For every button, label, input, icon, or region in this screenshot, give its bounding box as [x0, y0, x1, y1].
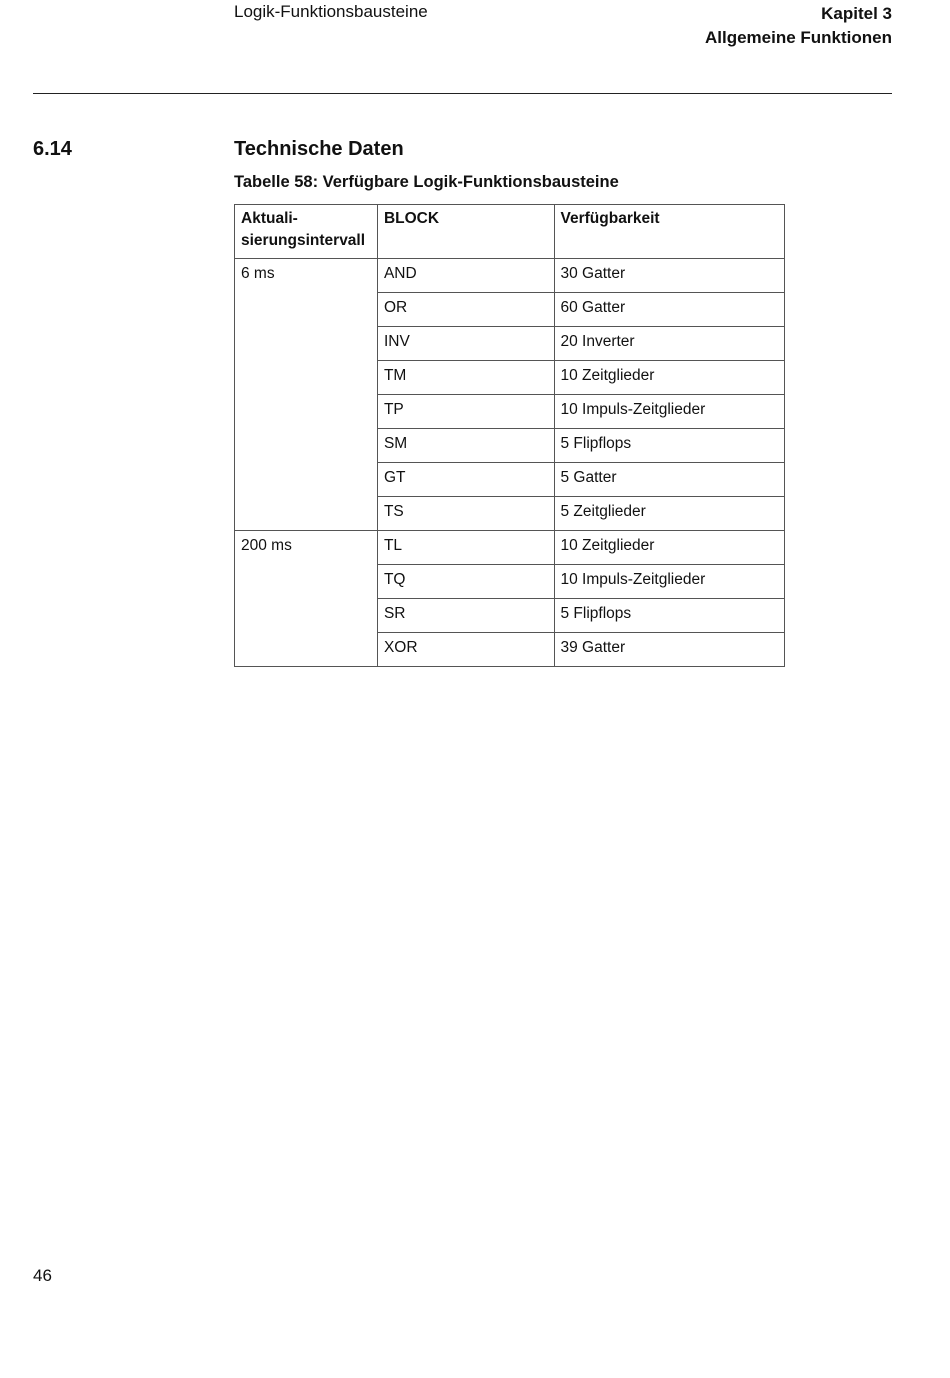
header-interval	[235, 205, 378, 259]
section-title: Technische Daten	[234, 138, 404, 160]
table-row	[235, 259, 785, 293]
availability-cell: 10 Impuls-Zeitglieder	[554, 565, 785, 599]
header-interval-line2: sierungsintervall	[241, 232, 366, 249]
availability-cell: 10 Zeitglieder	[554, 361, 785, 395]
table-row	[235, 531, 785, 565]
chapter-label: Kapitel 3	[821, 4, 892, 23]
logic-blocks-table	[234, 204, 785, 667]
availability-cell: 39 Gatter	[554, 633, 785, 667]
availability-cell: 60 Gatter	[554, 293, 785, 327]
block-cell: INV	[377, 327, 554, 361]
interval-cell: 6 ms	[235, 259, 378, 531]
block-cell: XOR	[377, 633, 554, 667]
block-cell: OR	[377, 293, 554, 327]
block-cell: SR	[377, 599, 554, 633]
block-cell: TP	[377, 395, 554, 429]
availability-cell: 10 Impuls-Zeitglieder	[554, 395, 785, 429]
interval-cell: 200 ms	[235, 531, 378, 667]
availability-cell: 5 Gatter	[554, 463, 785, 497]
availability-cell: 5 Flipflops	[554, 599, 785, 633]
availability-cell: 20 Inverter	[554, 327, 785, 361]
block-cell: GT	[377, 463, 554, 497]
running-header-title: Logik-Funktionsbausteine	[234, 2, 428, 21]
block-cell: TQ	[377, 565, 554, 599]
page-number: 46	[33, 1266, 52, 1285]
running-header-chapter	[705, 2, 892, 50]
section-number: 6.14	[33, 138, 72, 160]
table-header-row	[235, 205, 785, 259]
block-cell: SM	[377, 429, 554, 463]
header-divider	[33, 93, 892, 94]
availability-cell: 10 Zeitglieder	[554, 531, 785, 565]
table-caption: Tabelle 58: Verfügbare Logik-Funktionsbausteine	[234, 173, 619, 191]
availability-cell: 5 Zeitglieder	[554, 497, 785, 531]
block-cell: AND	[377, 259, 554, 293]
block-cell: TM	[377, 361, 554, 395]
header-availability: Verfügbarkeit	[554, 205, 785, 259]
availability-cell: 5 Flipflops	[554, 429, 785, 463]
header-block: BLOCK	[377, 205, 554, 259]
availability-cell: 30 Gatter	[554, 259, 785, 293]
header-interval-line1: Aktuali-	[241, 210, 298, 227]
block-cell: TL	[377, 531, 554, 565]
chapter-title: Allgemeine Funktionen	[704, 28, 892, 47]
block-cell: TS	[377, 497, 554, 531]
